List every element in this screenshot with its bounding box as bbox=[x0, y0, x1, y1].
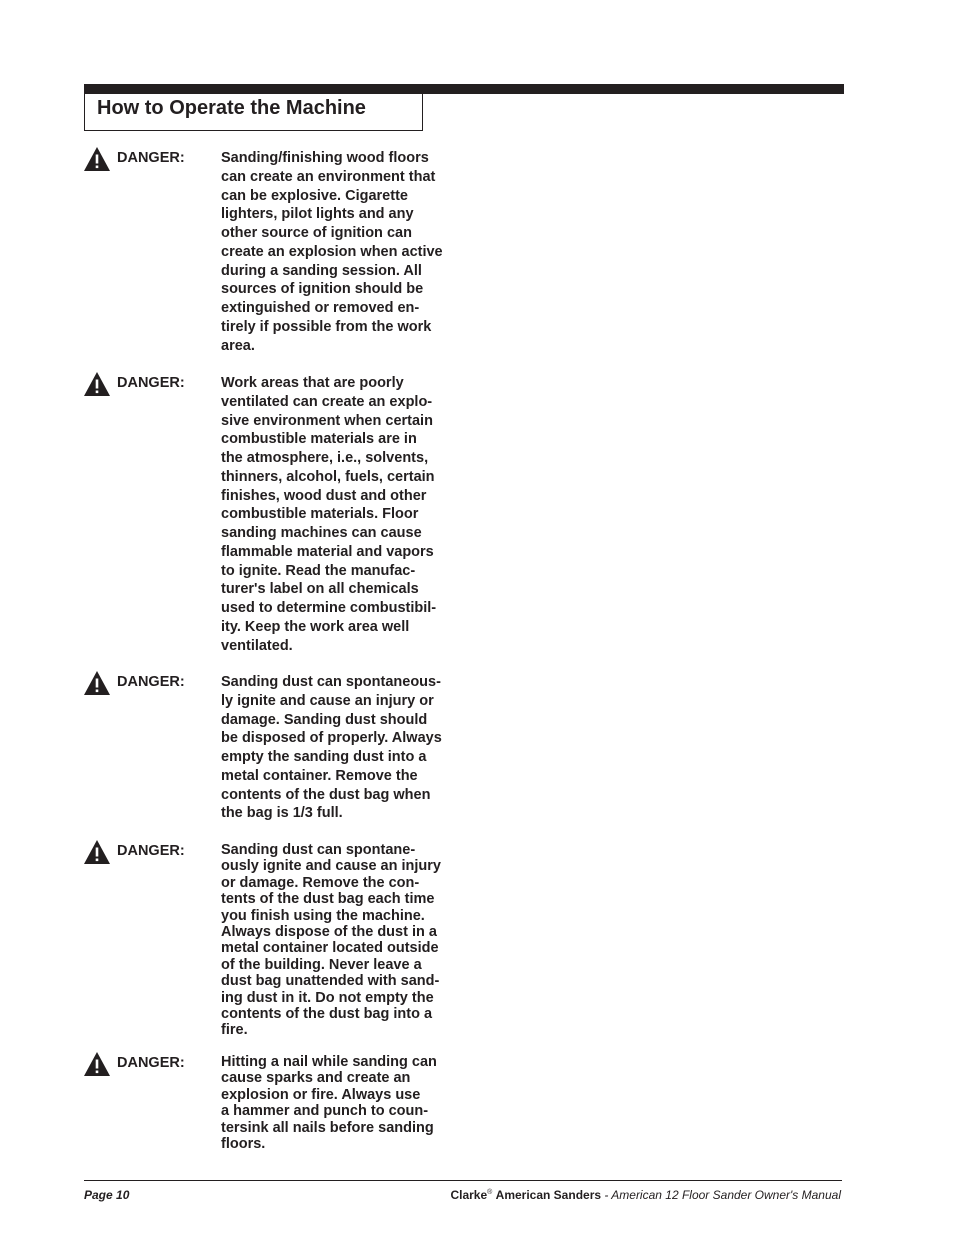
danger-label: DANGER: bbox=[117, 674, 185, 690]
danger-label: DANGER: bbox=[117, 843, 185, 859]
page-number: Page 10 bbox=[84, 1188, 130, 1202]
danger-text: Sanding dust can spontaneous- ly ignite and cause an injury or damage. Sanding dust should be disposed of properly. Always empty the sanding dust into a metal container. Remove the contents of the dust bag when the bag is 1/3 full. bbox=[221, 674, 442, 822]
warning-triangle-icon bbox=[84, 671, 110, 695]
warning-triangle-icon bbox=[84, 840, 110, 864]
footer-rule bbox=[84, 1180, 842, 1181]
warning-triangle-icon bbox=[84, 1052, 110, 1076]
danger-label: DANGER: bbox=[117, 150, 185, 166]
danger-label: DANGER: bbox=[117, 1055, 185, 1071]
danger-text: Sanding dust can spontane- ously ignite and cause an injury or damage. Remove the con- tents of the dust bag each time you finish using the machine. Always dispose of the dust in a metal container located outside of the building. Never leave a dust bag unattended with sand- ing dust in it. Do not empty the contents of the dust bag into a fire. bbox=[221, 842, 441, 1039]
danger-text: Work areas that are poorly ventilated can create an explo- sive environment when certain combustible materials are in the atmosphere, i.e., solvents, thinners, alcohol, fuels, certain finishes, wood dust and other combustible materials. Floor sanding machines can cause flammable material and vapors to ignite. Read the manufac- turer's label on all chemicals used to determine combustibil- ity. Keep the work area well ventilated. bbox=[221, 375, 437, 654]
manual-name: - American 12 Floor Sander Owner's Manual bbox=[601, 1188, 841, 1202]
registered-mark: ® bbox=[487, 1189, 493, 1196]
warning-triangle-icon bbox=[84, 372, 110, 396]
danger-text: Sanding/finishing wood floors can create an environment that can be explosive. Cigarette lighters, pilot lights and any other source of ignition can create an explosion when active during a sanding session. All sources of ignition should be extinguished or removed en- tirely if possible from the work area. bbox=[221, 150, 443, 354]
page-title: How to Operate the Machine bbox=[97, 97, 366, 119]
brand-name: Clarke bbox=[450, 1188, 488, 1202]
danger-label: DANGER: bbox=[117, 375, 185, 391]
warning-triangle-icon bbox=[84, 147, 110, 171]
danger-text: Hitting a nail while sanding can cause sparks and create an explosion or fire. Always use a hammer and punch to coun- tersink all nails before sanding floors. bbox=[221, 1054, 437, 1153]
company-name: American Sanders bbox=[495, 1188, 602, 1202]
footer-manual-title bbox=[450, 1188, 841, 1202]
